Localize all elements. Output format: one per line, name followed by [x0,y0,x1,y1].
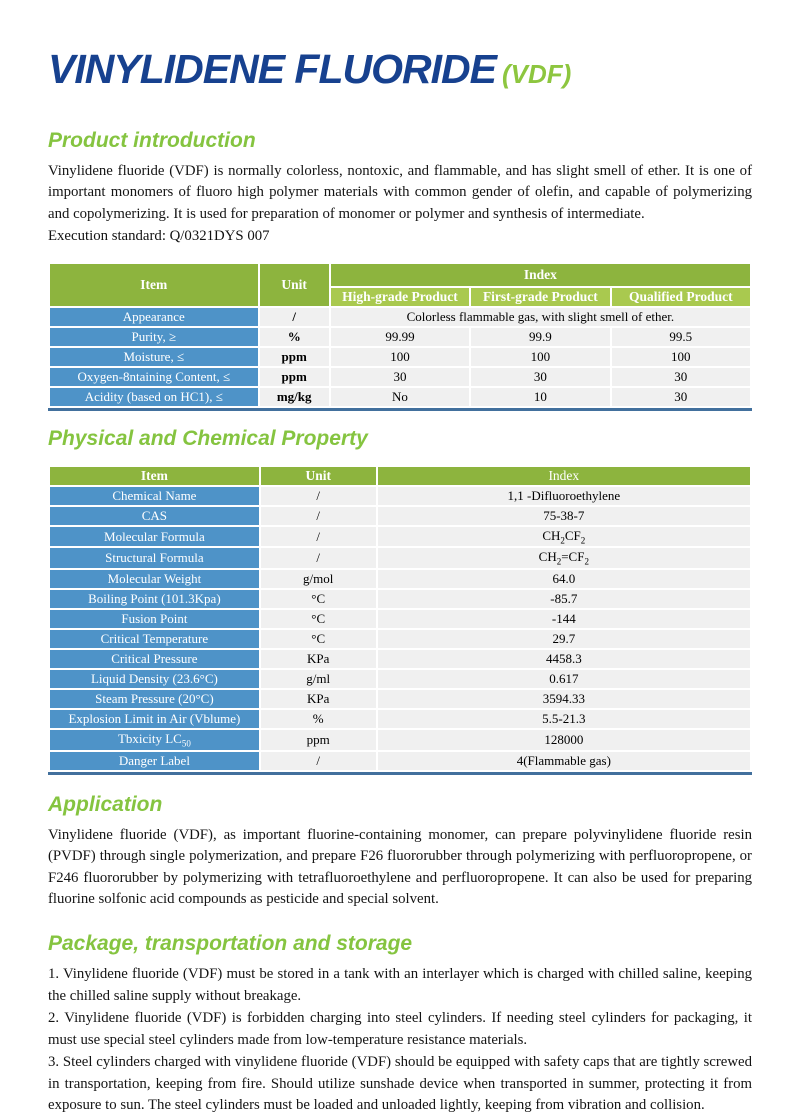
value-cell: 99.99 [331,328,469,346]
value-cell: 99.9 [471,328,609,346]
property-table-wrap [48,465,752,775]
table-row [50,368,750,386]
page-title [48,46,752,93]
unit-cell: KPa [261,650,376,668]
property-header-row [50,467,750,485]
item-cell: Structural Formula [50,548,259,568]
spec-header-index: Index [331,264,750,286]
unit-cell: ppm [260,348,329,366]
value-cell: 64.0 [378,570,750,588]
item-cell: Molecular Formula [50,527,259,547]
value-cell: 1,1 -Difluoroethylene [378,487,750,505]
property-header-unit: Unit [261,467,376,485]
value-cell: 30 [331,368,469,386]
table-row [50,548,750,568]
item-cell: Chemical Name [50,487,259,505]
page-title-main: VINYLIDENE FLUORIDE [48,46,496,92]
value-cell: Colorless flammable gas, with slight smell of ether. [331,308,750,326]
value-cell: -144 [378,610,750,628]
value-cell: 0.617 [378,670,750,688]
item-cell: Moisture, ≤ [50,348,258,366]
item-cell: Critical Temperature [50,630,259,648]
package-list [48,964,752,1116]
value-cell: No [331,388,469,406]
spec-header-row-1 [50,264,750,286]
unit-cell: mg/kg [260,388,329,406]
unit-cell: % [260,328,329,346]
table-row [50,507,750,525]
item-cell: CAS [50,507,259,525]
property-table [48,465,752,772]
unit-cell: KPa [261,690,376,708]
table-row [50,650,750,668]
property-table-body [50,487,750,770]
unit-cell: ppm [260,368,329,386]
value-cell: 10 [471,388,609,406]
unit-cell: g/mol [261,570,376,588]
table-row [50,730,750,750]
table-row [50,487,750,505]
table-row [50,752,750,770]
table-row [50,590,750,608]
table-row [50,328,750,346]
unit-cell: ppm [261,730,376,750]
section-heading-physical-chemical-property: Physical and Chemical Property [48,426,368,450]
package-item-3: 3. Steel cylinders charged with vinylidene fluoride (VDF) should be equipped with safety caps that are tightly screwed in transportation, keeping from fire. Should utilize sunshade device when transported in summer, protecting it from exposure to sun. The steel cylinders must be loaded and unloaded lightly, keeping from vibration and collision. [48,1054,752,1114]
unit-cell: °C [261,610,376,628]
value-cell: -85.7 [378,590,750,608]
application-paragraph: Vinylidene fluoride (VDF), as important fluorine-containing monomer, can prepare polyvinylidene fluoride resin (PVDF) through single polymerization, and prepare F26 fluororubber through polymerizing with perfluoropropene, or F246 fluororubber by polymerizing with tetrafluoroethylene and perfluoropropene. It can also be used for preparing fluorine solfonic acid compounds as pesticide and special solvent. [48,826,752,907]
unit-cell: °C [261,630,376,648]
value-cell: 3594.33 [378,690,750,708]
spec-header-grade-2: First-grade Product [471,288,609,306]
table-row [50,690,750,708]
item-cell: Fusion Point [50,610,259,628]
section-heading-product-introduction: Product introduction [48,129,256,152]
item-cell: Appearance [50,308,258,326]
item-cell: Critical Pressure [50,650,259,668]
spec-header-grade-1: High-grade Product [331,288,469,306]
spec-header-grade-3: Qualified Product [612,288,750,306]
value-cell: 30 [612,388,750,406]
package-item-2: 2. Vinylidene fluoride (VDF) is forbidden charging into steel cylinders. If needing steel cylinders for packaging, it must use special steel cylinders made from low-temperature resistance materials. [48,1010,752,1048]
table-row [50,570,750,588]
table-row [50,348,750,366]
spec-table [48,262,752,408]
item-cell: Boiling Point (101.3Kpa) [50,590,259,608]
item-cell: Molecular Weight [50,570,259,588]
value-cell: 30 [471,368,609,386]
table-row [50,610,750,628]
unit-cell: / [261,752,376,770]
spec-table-body [50,308,750,406]
spec-header-unit: Unit [260,264,329,306]
item-cell: Acidity (based on HC1), ≤ [50,388,258,406]
table-row [50,670,750,688]
spec-table-wrap [48,262,752,411]
value-cell: 29.7 [378,630,750,648]
spec-table-header [50,264,750,306]
property-header-index: Index [378,467,750,485]
package-item-1: 1. Vinylidene fluoride (VDF) must be stored in a tank with an interlayer which is charged with chilled saline, keeping the chilled saline supply without breakage. [48,966,752,1004]
unit-cell: / [260,308,329,326]
value-cell: 128000 [378,730,750,750]
value-cell: 4458.3 [378,650,750,668]
execution-standard-line: Execution standard: Q/0321DYS 007 [48,228,270,245]
property-header-item: Item [50,467,259,485]
property-table-header [50,467,750,485]
unit-cell: / [261,487,376,505]
unit-cell: g/ml [261,670,376,688]
value-cell: 100 [331,348,469,366]
table-row [50,388,750,406]
value-cell: $CH_2=CF_2$ [378,548,750,568]
value-cell: 5.5-21.3 [378,710,750,728]
unit-cell: / [261,527,376,547]
value-cell: 100 [471,348,609,366]
page-title-suffix: (VDF) [501,59,572,89]
item-cell: Explosion Limit in Air (Vblume) [50,710,259,728]
value-cell: 75-38-7 [378,507,750,525]
intro-paragraph: Vinylidene fluoride (VDF) is normally colorless, nontoxic, and flammable, and has slight smell of ether. It is one of important monomers of fluoro high polymer materials with common gender of olefin, and capable of polymerizing and copolymerizing. It is used for preparation of monomer or polymer and synthesis of intermediate. [48,163,752,222]
table-row [50,527,750,547]
unit-cell: / [261,548,376,568]
item-cell: Danger Label [50,752,259,770]
item-cell: Oxygen-8ntaining Content, ≤ [50,368,258,386]
table-row [50,630,750,648]
unit-cell: / [261,507,376,525]
table-row [50,308,750,326]
value-cell: $CH_2CF_2$ [378,527,750,547]
value-cell: 4(Flammable gas) [378,752,750,770]
unit-cell: % [261,710,376,728]
value-cell: 100 [612,348,750,366]
value-cell: 30 [612,368,750,386]
spec-header-item: Item [50,264,258,306]
item-cell: Liquid Density (23.6°C) [50,670,259,688]
item-cell: Steam Pressure (20°C) [50,690,259,708]
section-heading-package-transportation-storage: Package, transportation and storage [48,932,413,956]
item-cell: Purity, ≥ [50,328,258,346]
table-row [50,710,750,728]
unit-cell: °C [261,590,376,608]
item-cell: Tbxicity $LC_{50}$ [50,730,259,750]
section-heading-application: Application [48,792,163,816]
value-cell: 99.5 [612,328,750,346]
